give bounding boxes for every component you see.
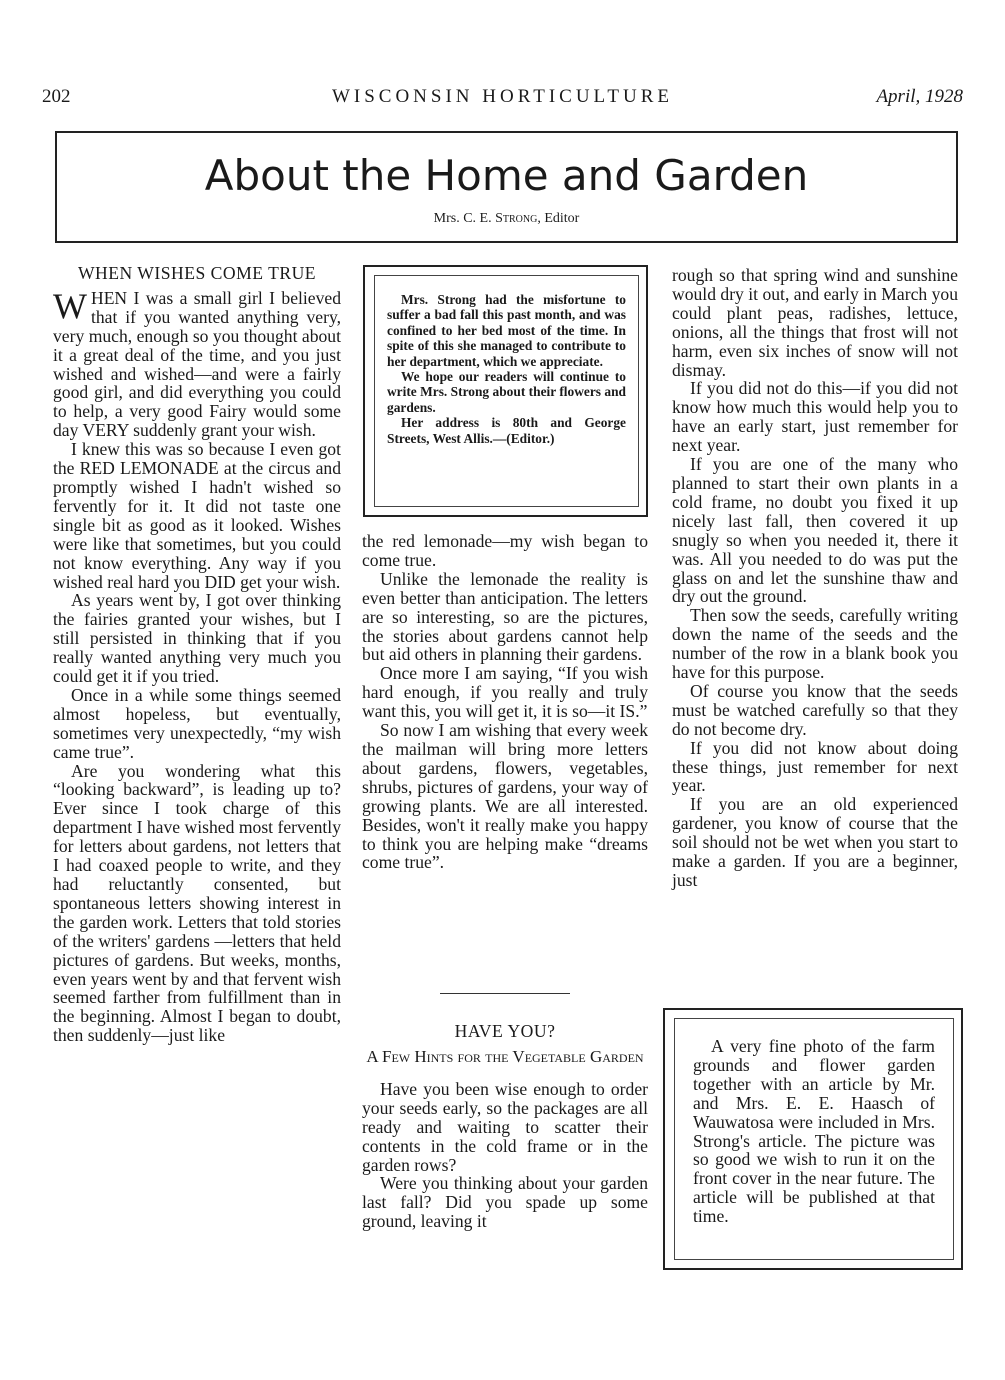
article-paragraph: rough so that spring wind and sunshine would dry it out, and early in March you could plant peas, radishes, lettuce, onions, all the things that frost will not harm, even six inches of snow will not dismay. <box>672 265 958 380</box>
editor-name: Strong <box>495 211 538 226</box>
article-paragraph: As years went by, I got over thinking the fairies granted your wishes, but I still persisted in thinking that if you really wanted anything very much you could get it if you tried. <box>53 590 341 687</box>
article-paragraph: Were you thinking about your garden last fall? Did you spade up some ground, leaving it <box>362 1173 648 1232</box>
editor-note-paragraph: Mrs. Strong had the misfortune to suffer a bad fall this past month, and was confined to her bed most of the time. In spite of this she managed to contribute to her department, which we appreciate. <box>387 292 626 369</box>
article-title: HAVE YOU? <box>454 1021 556 1041</box>
column-2 <box>362 532 648 872</box>
section-divider <box>440 993 570 994</box>
article-title: WHEN WISHES COME TRUE <box>77 263 317 283</box>
column-1 <box>53 264 341 1045</box>
article-paragraph: Once more I am saying, “If you wish hard enough, if you really and truly want this, you will get it, it is so—it IS.” <box>362 663 648 722</box>
article-paragraph: the red lemonade—my wish began to come true. <box>362 531 648 570</box>
drop-cap: W <box>53 285 87 326</box>
department-title: About the Home and Garden <box>204 151 809 200</box>
article-paragraph: If you did not do this—if you did not know how much this would help you to have an early start, just remember for next year. <box>672 378 958 456</box>
running-head <box>42 86 963 112</box>
column-3 <box>672 266 958 890</box>
article-subtitle: A Few Hints for the Vegetable Garden <box>366 1046 644 1066</box>
article-paragraph: Unlike the lemonade the reality is even better than anticipation. The letters are so interesting, so are the pictures, the stories about gardens cannot help but aid others in planning their gardens. <box>362 568 648 665</box>
editor-note-paragraph: Her address is 80th and George Streets, West Allis.—(Editor.) <box>387 415 626 446</box>
article-paragraph: If you are an old experienced gardener, you know of course that the soil should not be wet when you start to make a garden. If you are a beginner, just <box>672 794 958 890</box>
editor-note-box <box>363 265 648 517</box>
article-paragraph: If you are one of the many who planned to start their own plants in a cold frame, no doubt you fixed it up nicely last fall, then covered it up snugly so when you needed it, there it was. All you needed to do was put the glass on and let the sunshine thaw and dry out the ground. <box>672 454 958 607</box>
photo-note-inner <box>674 1018 954 1260</box>
editor-note-inner <box>374 275 639 507</box>
article-paragraph: Once in a while some things seemed almost hopeless, but eventually, sometimes very unexpectedly, “my wish came true”. <box>53 684 341 762</box>
photo-note-box <box>663 1008 963 1270</box>
article-paragraph: Have you been wise enough to order your seeds early, so the packages are all ready and waiting to scatter their contents in the cold frame or in the garden rows? <box>362 1078 648 1175</box>
article-paragraph: Of course you know that the seeds must be watched carefully so that they do not become dry. <box>672 680 958 739</box>
article-paragraph: If you did not know about doing these things, just remember for next year. <box>672 737 958 796</box>
editor-note-paragraph: We hope our readers will continue to write Mrs. Strong about their flowers and gardens. <box>387 369 626 415</box>
have-you-article <box>362 1022 648 1231</box>
article-paragraph: WHEN I was a small girl I believed that if you wanted anything very, very much, enough so you thought about it a great deal of the time, and you just wished and wished—and were a fairly good girl, and did everything you could to help, a very good Fairy would some day VERY suddenly grant your wish. <box>53 285 341 441</box>
article-paragraph: Are you wondering what this “looking backward”, is leading up to? Ever since I took charge of this department I have wished most fervently for letters about gardens, not letters that I had coaxed people to write, and they had reluctantly consented, but spontaneous letters showing interest in the garden work. Letters that told stories of the writers' gardens —letters that held pictures of gardens. But weeks, months, even years went by and that fervent wish seemed farther from fulfillment than in the beginning. Almost I began to doubt, then suddenly—just like <box>53 760 341 1046</box>
article-paragraph: So now I am wishing that every week the mailman will bring more letters about gardens, flowers, vegetables, shrubs, pictures of gardens, your way of growing plants. We are all interested. Besides, won't it really make you happy to think you are helping make “dreams come true”. <box>362 720 648 873</box>
editor-suffix: , Editor <box>537 211 580 226</box>
page-number: 202 <box>42 86 71 107</box>
photo-note-text: A very fine photo of the farm grounds and flower garden together with an article by Mr. and Mrs. E. E. Haasch of Wauwatosa were included in Mrs. Strong's article. The picture was so good we wish to run it on the front cover in the near future. The article will be published at that time. <box>693 1036 935 1227</box>
editor-prefix: Mrs. C. E. <box>433 211 492 226</box>
article-paragraph: Then sow the seeds, carefully writing down the name of the seeds and the number of the row in a blank book you have for this purpose. <box>672 605 958 683</box>
editor-credit <box>57 211 956 227</box>
article-paragraph: I knew this was so because I even got the RED LEMONADE at the circus and promptly wished I hadn't wished so fervently for it. It did not taste one single bit as good as it looked. Wishes were like that sometimes, but you could not know everything. Any way if you wished real hard you DID get your wish. <box>53 439 341 592</box>
journal-title: WISCONSIN HORTICULTURE <box>331 86 674 107</box>
department-banner <box>55 131 958 243</box>
issue-date: April, 1928 <box>876 86 963 107</box>
